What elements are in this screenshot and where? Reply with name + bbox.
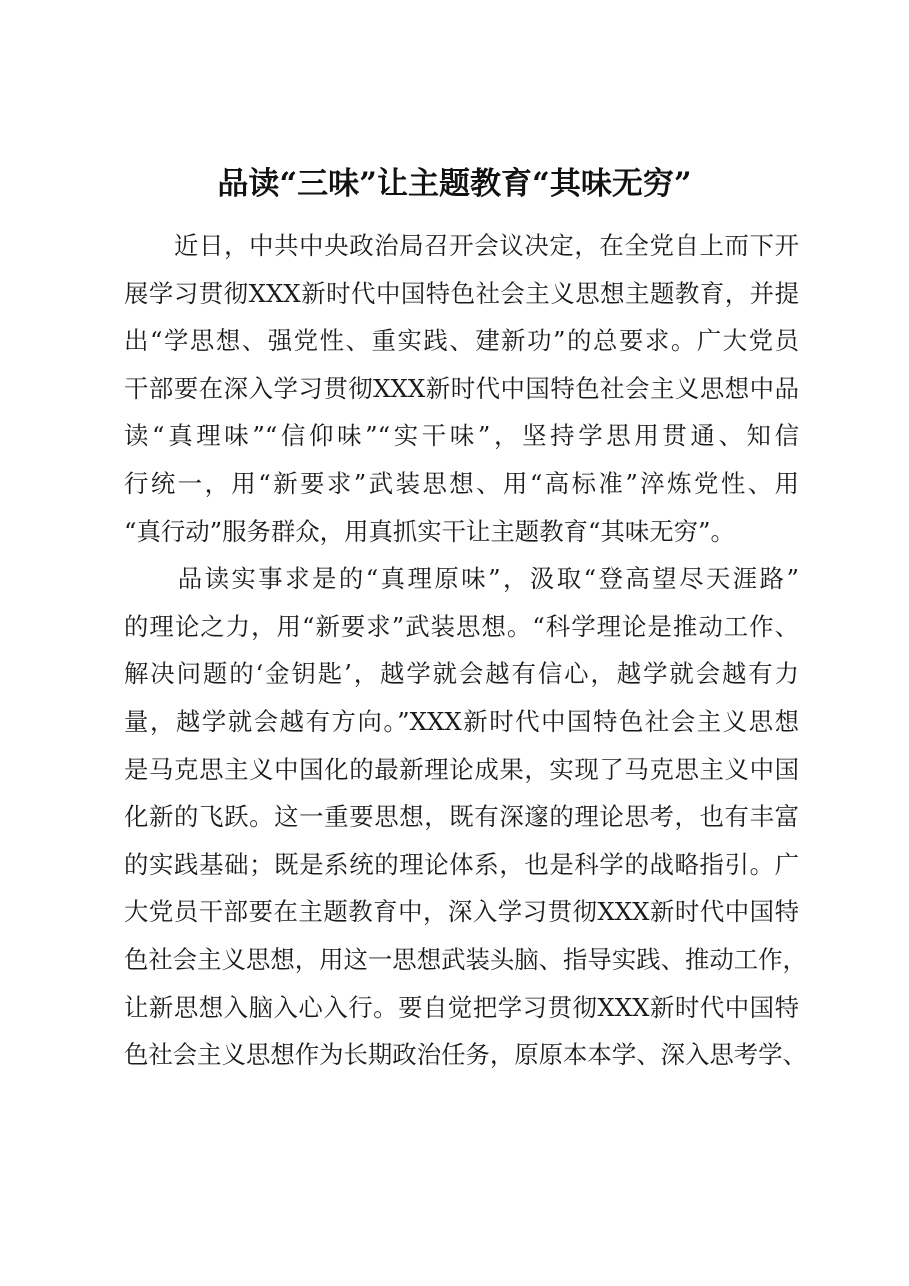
text-line: 解决问题的‘金钥匙’，越学就会越有信心，越学就会越有力 xyxy=(124,659,799,689)
text-line: 干部要在深入学习贯彻XXX新时代中国特色社会主义思想中品 xyxy=(124,373,799,403)
text-line: 量，越学就会越有方向。”XXX新时代中国特色社会主义思想 xyxy=(124,706,799,736)
text-line: 的理论之力，用“新要求”武装思想。“科学理论是推动工作、 xyxy=(124,611,799,641)
text-line: 品读实事求是的“真理原味”，汲取“登高望尽天涯路” xyxy=(124,564,799,594)
text-line: 大党员干部要在主题教育中，深入学习贯彻XXX新时代中国特 xyxy=(124,897,799,927)
document-body xyxy=(124,222,807,1079)
text-line: 行统一，用“新要求”武装思想、用“高标准”淬炼党性、用 xyxy=(124,468,799,498)
text-line: 的实践基础；既是系统的理论体系，也是科学的战略指引。广 xyxy=(124,849,799,879)
text-line: 让新思想入脑入心入行。要自觉把学习贯彻XXX新时代中国特 xyxy=(124,992,799,1022)
text-line: 是马克思主义中国化的最新理论成果，实现了马克思主义中国 xyxy=(124,754,799,784)
paragraph-2 xyxy=(124,555,807,1079)
text-line: 读“真理味”“信仰味”“实干味”，坚持学思用贯通、知信 xyxy=(124,421,799,451)
paragraph-1 xyxy=(124,222,799,555)
text-line: 色社会主义思想作为长期政治任务，原原本本学、深入思考学、 xyxy=(124,1040,807,1070)
document-title: 品读“三味”让主题教育“其味无穷” xyxy=(217,166,692,202)
text-line: “真行动”服务群众，用真抓实干让主题教育“其味无穷”。 xyxy=(124,516,735,546)
text-line: 出“学思想、强党性、重实践、建新功”的总要求。广大党员 xyxy=(124,326,799,356)
text-line: 化新的飞跃。这一重要思想，既有深邃的理论思考，也有丰富 xyxy=(124,802,799,832)
text-line: 近日，中共中央政治局召开会议决定，在全党自上而下开 xyxy=(124,231,799,260)
text-line: 色社会主义思想，用这一思想武装头脑、指导实践、推动工作， xyxy=(124,944,807,974)
text-line: 展学习贯彻XXX新时代中国特色社会主义思想主题教育，并提 xyxy=(124,278,799,308)
